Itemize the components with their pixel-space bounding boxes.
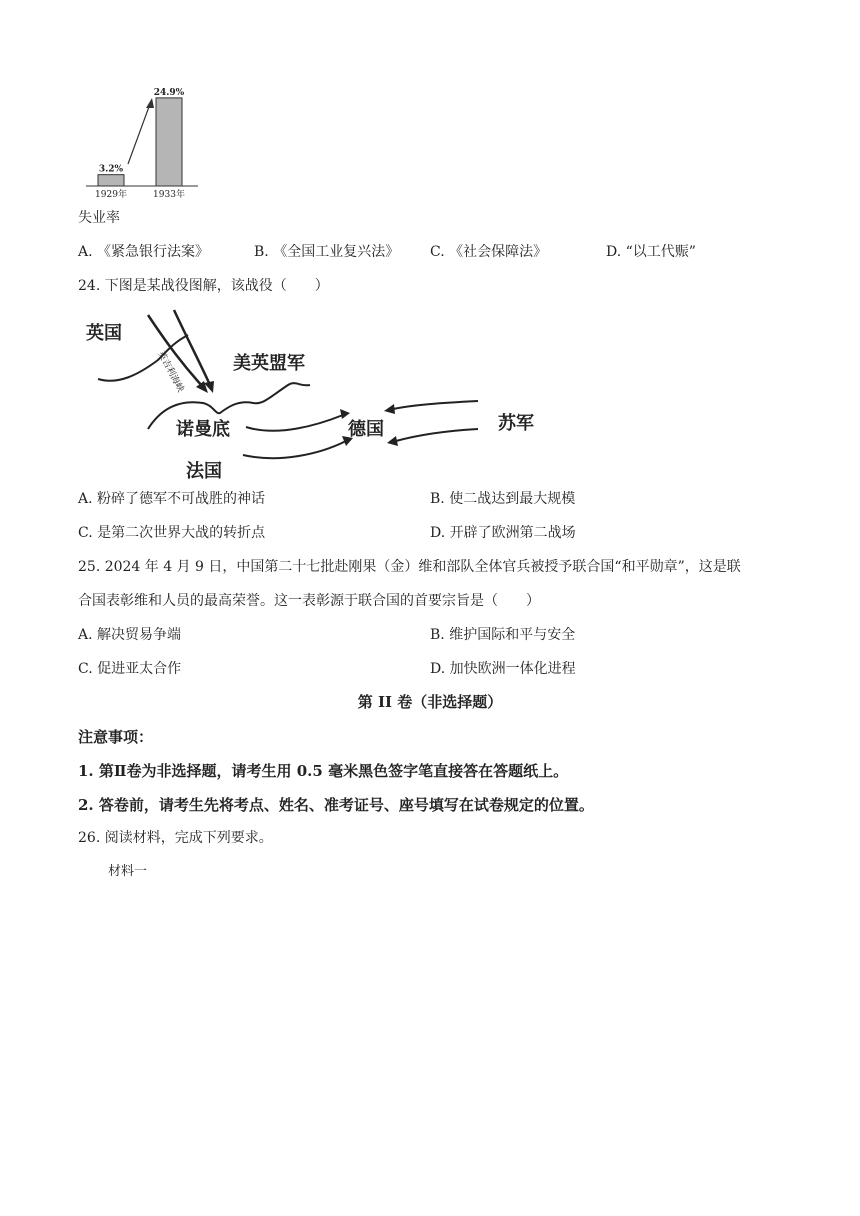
soviet-arrow-2 [396, 429, 478, 441]
west-front-arrow-1 [246, 415, 343, 431]
q23-option-a[interactable]: A. 《紧急银行法案》 [78, 244, 210, 260]
bar-1929年 [98, 175, 124, 186]
q24-option-b[interactable]: B. 使二战达到最大规模 [430, 491, 576, 507]
q25-option-d[interactable]: D. 加快欧洲一体化进程 [430, 661, 576, 677]
q24-option-c[interactable]: C. 是第二次世界大战的转折点 [78, 525, 266, 541]
west-front-arrow-1-head [340, 409, 350, 419]
notice-item-1: 1. 第Ⅱ卷为非选择题，请考生用 0.5 毫米黑色签字笔直接答在答题纸上。 [78, 762, 569, 780]
bars-layer [95, 88, 185, 200]
map-label-normandy: 诺曼底 [176, 419, 230, 440]
trend-arrow-head [146, 98, 154, 108]
map-label-soviet: 苏军 [498, 413, 534, 434]
q24-option-d[interactable]: D. 开辟了欧洲第二战场 [430, 525, 576, 541]
q25-option-c[interactable]: C. 促进亚太合作 [78, 661, 182, 677]
map-label-france: 法国 [186, 461, 222, 482]
map-label-channel: 英吉利海峡 [155, 349, 186, 395]
q26-stem: 26. 阅读材料，完成下列要求。 [78, 830, 273, 846]
unemployment-bar-chart [80, 80, 210, 202]
notice-title: 注意事项： [78, 728, 154, 746]
bar-value-label: 24.9% [153, 87, 185, 98]
section-2-title: 第 II 卷（非选择题） [357, 693, 503, 711]
x-tick-label: 1933年 [153, 190, 185, 200]
q25-stem-line1: 25. 2024 年 4 月 9 日，中国第二十七批赴刚果（金）维和部队全体官兵被授予联合国“和平勋章”，这是联 [78, 559, 741, 575]
soviet-arrow-2-head [387, 436, 398, 446]
x-tick-label: 1929年 [95, 190, 127, 200]
q24-option-a[interactable]: A. 粉碎了德军不可战胜的神话 [78, 491, 266, 507]
map-label-germany: 德国 [348, 419, 384, 440]
chart-caption: 失业率 [78, 210, 120, 226]
q23-option-c[interactable]: C. 《社会保障法》 [430, 244, 548, 260]
q25-stem-line2: 合国表彰维和人员的最高荣誉。这一表彰源于联合国的首要宗旨是（ ） [78, 593, 540, 609]
west-front-arrow-2 [243, 441, 346, 458]
q25-option-a[interactable]: A. 解决贸易争端 [78, 627, 182, 643]
bar-1933年 [156, 98, 182, 186]
material-1-label: 材料一 [108, 864, 148, 879]
q23-option-b[interactable]: B. 《全国工业复兴法》 [254, 244, 400, 260]
map-label-allies: 美英盟军 [233, 353, 305, 374]
notice-item-2: 2. 答卷前，请考生先将考点、姓名、准考证号、座号填写在试卷规定的位置。 [78, 796, 594, 814]
soviet-arrow-1-head [384, 404, 395, 414]
trend-arrow [128, 104, 150, 164]
battle-map [78, 305, 558, 485]
q25-option-b[interactable]: B. 维护国际和平与安全 [430, 627, 576, 643]
map-label-uk: 英国 [86, 323, 122, 344]
bar-value-label: 3.2% [98, 164, 124, 175]
q24-stem: 24. 下图是某战役图解，该战役（ ） [78, 278, 329, 294]
q23-option-d[interactable]: D. “以工代赈” [606, 244, 696, 260]
soviet-arrow-1 [393, 401, 478, 409]
